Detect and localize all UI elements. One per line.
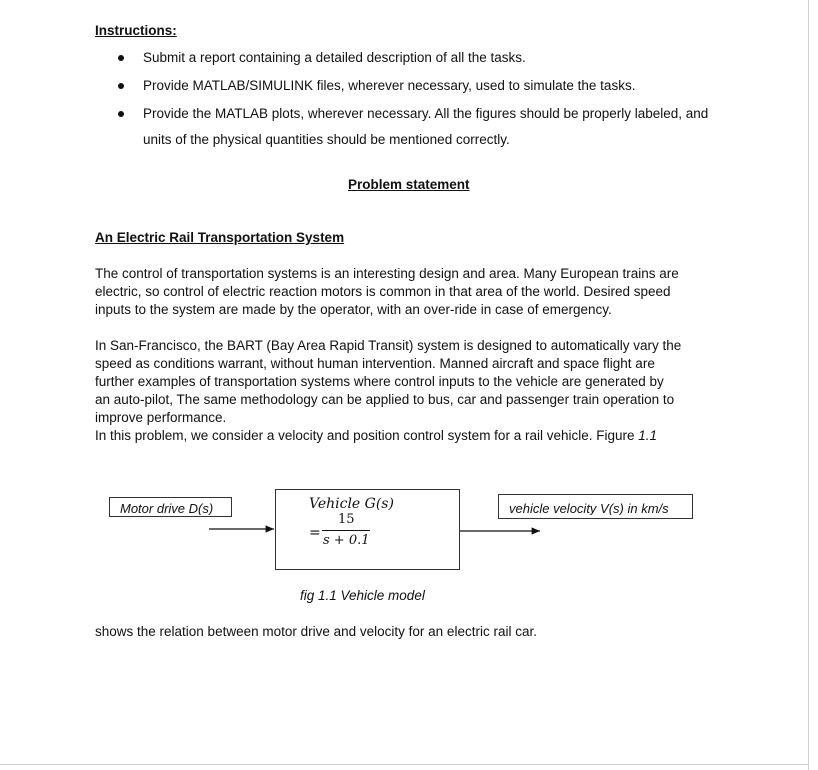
paragraph-1-line: electric, so control of electric reaction motors is common in that area of the world. Desired speed [95, 284, 671, 299]
figure-caption: fig 1.1 Vehicle model [300, 588, 425, 603]
paragraph-2-line: an auto-pilot, The same methodology can be applied to bus, car and passenger train operation to [95, 392, 675, 407]
transfer-function-denominator: s + 0.1 [323, 533, 370, 548]
problem-statement-heading: Problem statement [348, 177, 470, 192]
closing-text: shows the relation between motor drive and velocity for an electric rail car. [95, 624, 537, 639]
transfer-function-numerator: 15 [338, 512, 355, 527]
paragraph-2-line: speed as conditions warrant, without human intervention. Manned aircraft and space flight are [95, 356, 655, 371]
fraction-bar [322, 530, 370, 531]
vehicle-block [275, 489, 460, 570]
instruction-item-1: Submit a report containing a detailed description of all the tasks. [143, 50, 526, 65]
motor-drive-input-box [109, 497, 232, 517]
section-heading: An Electric Rail Transportation System [95, 230, 345, 245]
instruction-item-3: Provide the MATLAB plots, wherever necessary. All the figures should be properly labeled, and [143, 106, 709, 121]
vehicle-block-title: Vehicle G(s) [309, 496, 394, 512]
instructions-heading: Instructions: [95, 23, 177, 38]
paragraph-2-line: In San-Francisco, the BART (Bay Area Rapid Transit) system is designed to automatically vary the [95, 338, 682, 353]
velocity-output-box [498, 494, 693, 519]
paragraph-1-line: The control of transportation systems is an interesting design and area. Many European trains are [95, 266, 679, 281]
equals-sign: = [309, 525, 321, 541]
paragraph-2-line: improve performance. [95, 410, 227, 425]
paragraph-2-text: In this problem, we consider a velocity and position control system for a rail vehicle. Figure [95, 428, 635, 443]
instruction-item-3-continued: units of the physical quantities should be mentioned correctly. [143, 132, 510, 147]
paragraph-2-line: further examples of transportation systems where control inputs to the vehicle are generated by [95, 374, 664, 389]
vehicle-velocity-label: vehicle velocity V(s) in km/s [509, 501, 669, 515]
paragraph-1-line: inputs to the system are made by the operator, with an over-ride in case of emergency. [95, 302, 612, 317]
instruction-item-2: Provide MATLAB/SIMULINK files, wherever necessary, used to simulate the tasks. [143, 78, 636, 93]
figure-reference: 1.1 [638, 428, 658, 443]
motor-drive-label: Motor drive D(s) [120, 501, 214, 515]
